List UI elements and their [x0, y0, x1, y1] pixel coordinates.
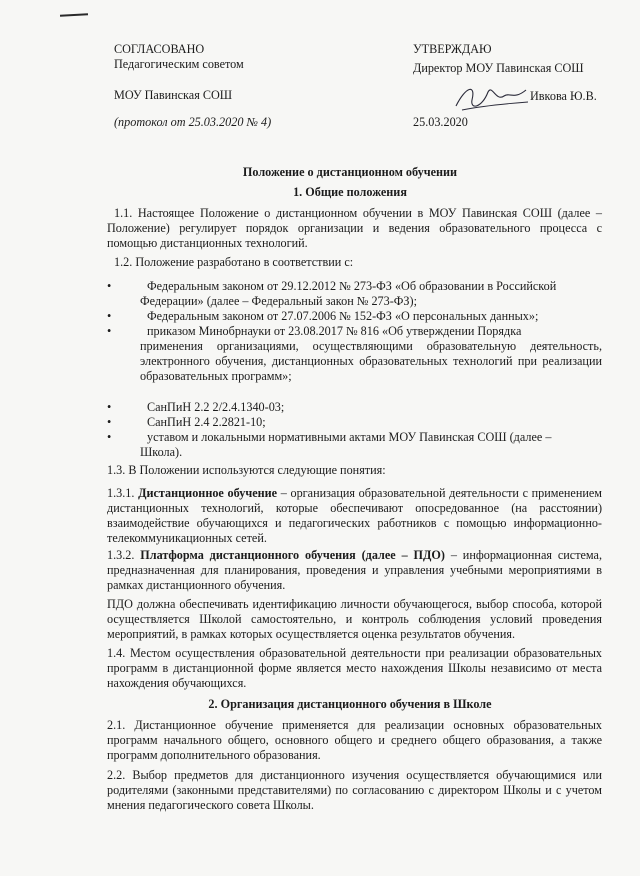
bullet-icon: •: [107, 309, 112, 323]
bullet-icon: •: [107, 415, 112, 429]
list-item: • Федеральным законом от 27.07.2006 № 152-ФЗ «О персональных данных»;: [107, 309, 539, 323]
signature-name: Ивкова Ю.В.: [530, 89, 597, 103]
list-item-continuation: применения организациями, осуществляющими образовательную деятельность, электронного обучения, дистанционных образовательных технологий при реализации образовательных программ»;: [140, 339, 602, 383]
approval-date: 25.03.2020: [413, 115, 468, 129]
list-item: • приказом Минобрнауки от 23.08.2017 № 816 «Об утверждении Порядка: [107, 324, 522, 338]
document-title: Положение о дистанционном обучении: [242, 165, 458, 179]
corner-mark: [60, 13, 88, 16]
paragraph-1-1: 1.1. Настоящее Положение о дистанционном обучении в МОУ Павинская СОШ (далее – Положение) регулирует порядок организации и ведения образовательного процесса с помощью дистанционных технологий.: [107, 206, 602, 250]
list-item: • Федеральным законом от 29.12.2012 № 273-ФЗ «Об образовании в Российской: [107, 279, 557, 293]
paragraph-1-3: 1.3. В Положении используются следующие понятия:: [107, 463, 386, 477]
council-label: Педагогическим советом: [114, 57, 244, 71]
bullet-icon: •: [107, 430, 112, 444]
signature-icon: [452, 80, 532, 114]
section1-heading: 1. Общие положения: [293, 185, 407, 199]
protocol-label: (протокол от 25.03.2020 № 4): [114, 115, 272, 129]
paragraph-2-2: 2.2. Выбор предметов для дистанционного изучения осуществляется обучающимися или родителями (законными представителями) по согласованию с директором Школы и с учетом мнения педагогического совета Школы.: [107, 768, 602, 812]
bullet-icon: •: [107, 324, 112, 338]
paragraph-1-3-1: 1.3.1. Дистанционное обучение – организация образовательной деятельности с применением дистанционных технологий, которые обеспечивают опосредованное (на расстоянии) взаимодействие обучающихся и педагогических работников с помощью информационно-телекоммуникационных сетей.: [107, 486, 603, 545]
approve-label: УТВЕРЖДАЮ: [413, 42, 492, 56]
list-item-continuation: Федерации» (далее – Федеральный закон № 273-ФЗ);: [140, 294, 417, 308]
list-item-continuation: Школа).: [140, 445, 183, 459]
paragraph-2-1: 2.1. Дистанционное обучение применяется для реализации основных образовательных программ начального общего, основного общего и среднего общего образования, а также программ дополнительного образования.: [107, 718, 602, 762]
list-item: • уставом и локальными нормативными актами МОУ Павинская СОШ (далее –: [107, 430, 552, 444]
list-item: • СанПиН 2.4 2.2821-10;: [107, 415, 266, 429]
bullet-icon: •: [107, 279, 112, 293]
paragraph-1-3-2: 1.3.2. Платформа дистанционного обучения (далее – ПДО) – информационная система, предназначенная для планирования, проведения и управления учебными мероприятиями в рамках дистанционного обучения.: [107, 548, 603, 592]
term-platform: Платформа дистанционного обучения (далее – ПДО): [140, 548, 445, 562]
school-label: МОУ Павинская СОШ: [114, 88, 233, 102]
paragraph-pdo: ПДО должна обеспечивать идентификацию личности обучающегося, выбор способа, которой осуществляется Школой самостоятельно, и контроль соблюдения условий проведения мероприятий, в рамках которых осуществляется оценка результатов обучения.: [107, 597, 602, 641]
section2-heading: 2. Организация дистанционного обучения в Школе: [208, 697, 492, 711]
bullet-icon: •: [107, 400, 112, 414]
agreed-label: СОГЛАСОВАНО: [114, 42, 205, 56]
term-distance-learning: Дистанционное обучение: [138, 486, 278, 500]
paragraph-1-2: 1.2. Положение разработано в соответствии с:: [114, 255, 354, 269]
paragraph-1-4: 1.4. Местом осуществления образовательной деятельности при реализации образовательных программ в дистанционной форме является место нахождения Школы независимо от места нахождения обучающихся.: [107, 646, 602, 690]
director-label: Директор МОУ Павинская СОШ: [413, 61, 584, 75]
list-item: • СанПиН 2.2 2/2.4.1340-03;: [107, 400, 285, 414]
